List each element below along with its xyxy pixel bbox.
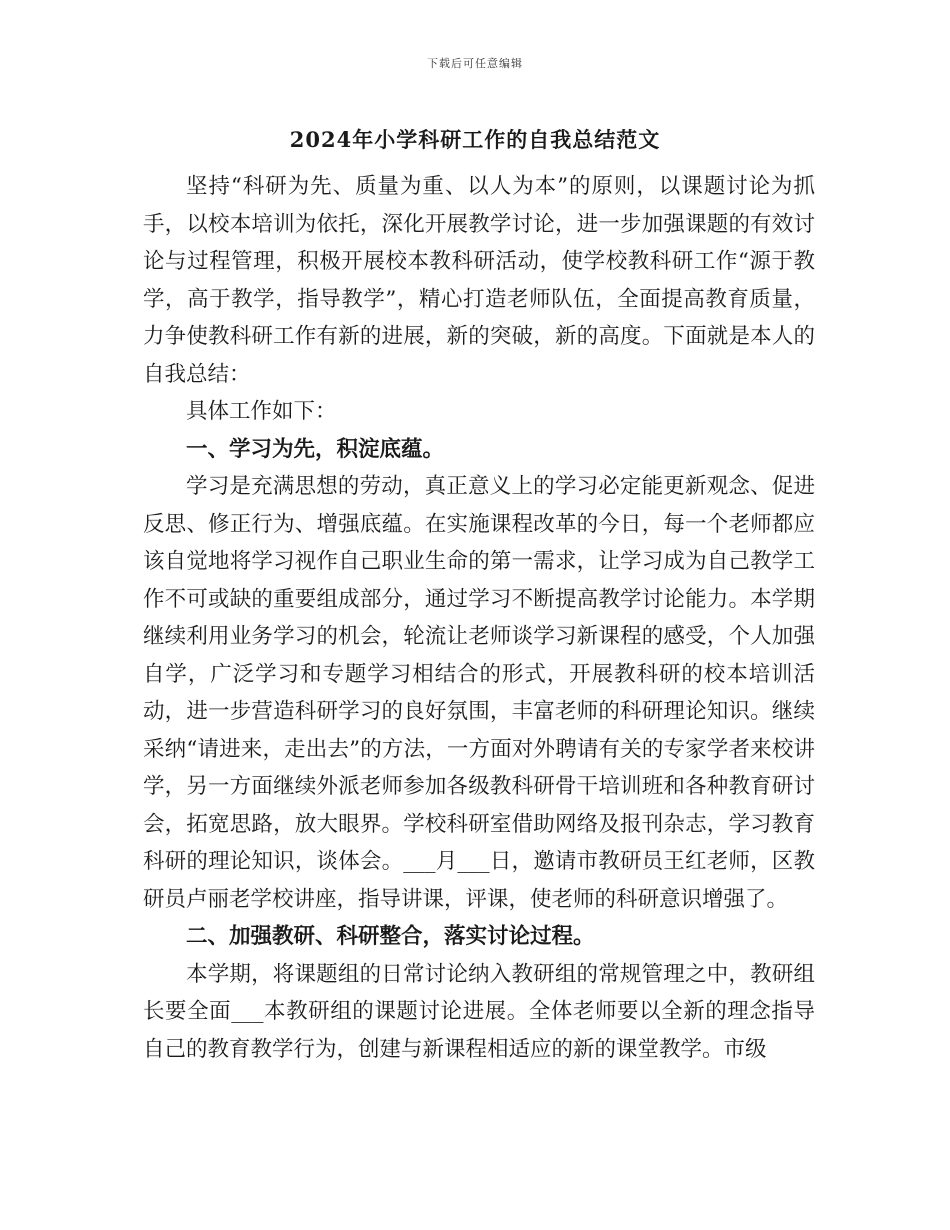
section-heading-1: 一、学习为先，积淀底蕴。 — [186, 436, 445, 462]
page-header-note: 下载后可任意编辑 — [427, 57, 523, 70]
document-body — [143, 168, 815, 1068]
work-intro-paragraph: 具体工作如下： — [186, 399, 337, 424]
section-1-paragraph: 学习是充满思想的劳动，真正意义上的学习必定能更新观念、促进反思、修正行为、增强底蕴。在实施课程改革的今日，每一个老师都应该自觉地将学习视作自己职业生命的第一需求，让学习成为自己教学工作不可或缺的重要组成部分，通过学习不断提高教学讨论能力。本学期继续利用业务学习的机会，轮流让老师谈学习新课程的感受，个人加强自学，广泛学习和专题学习相结合的形式，开展教科研的校本培训活动，进一步营造科研学习的良好氛围，丰富老师的科研理论知识。继续采纳“请进来，走出去”的方法，一方面对外聘请有关的专家学者来校讲学，另一方面继续外派老师参加各级教科研骨干培训班和各种教育研讨会，拓宽思路，放大眼界。学校科研室借助网络及报刊杂志，学习教育科研的理论知识，谈体会。___月___日，邀请市教研员王红老师，区教研员卢丽老学校讲座，指导讲课，评课，使老师的科研意识增强了。 — [143, 474, 815, 912]
section-heading-2: 二、加强教研、科研整合，落实讨论过程。 — [186, 924, 595, 949]
intro-paragraph: 坚持“科研为先、质量为重、以人为本”的原则，以课题讨论为抓手，以校本培训为依托，深化开展教学讨论，进一步加强课题的有效讨论与过程管理，积极开展校本教科研活动，使学校教科研工作“源于教学，高于教学，指导教学”，精心打造老师队伍，全面提高教育质量，力争使教科研工作有新的进展，新的突破，新的高度。下面就是本人的自我总结： — [143, 174, 815, 387]
section-2-paragraph: 本学期，将课题组的日常讨论纳入教研组的常规管理之中，教研组长要全面___本教研组的课题讨论进展。全体老师要以全新的理念指导自己的教育教学行为，创建与新课程相适应的新的课堂教学。市级 — [143, 961, 815, 1062]
document-title: 2024年小学科研工作的自我总结范文 — [289, 127, 661, 152]
